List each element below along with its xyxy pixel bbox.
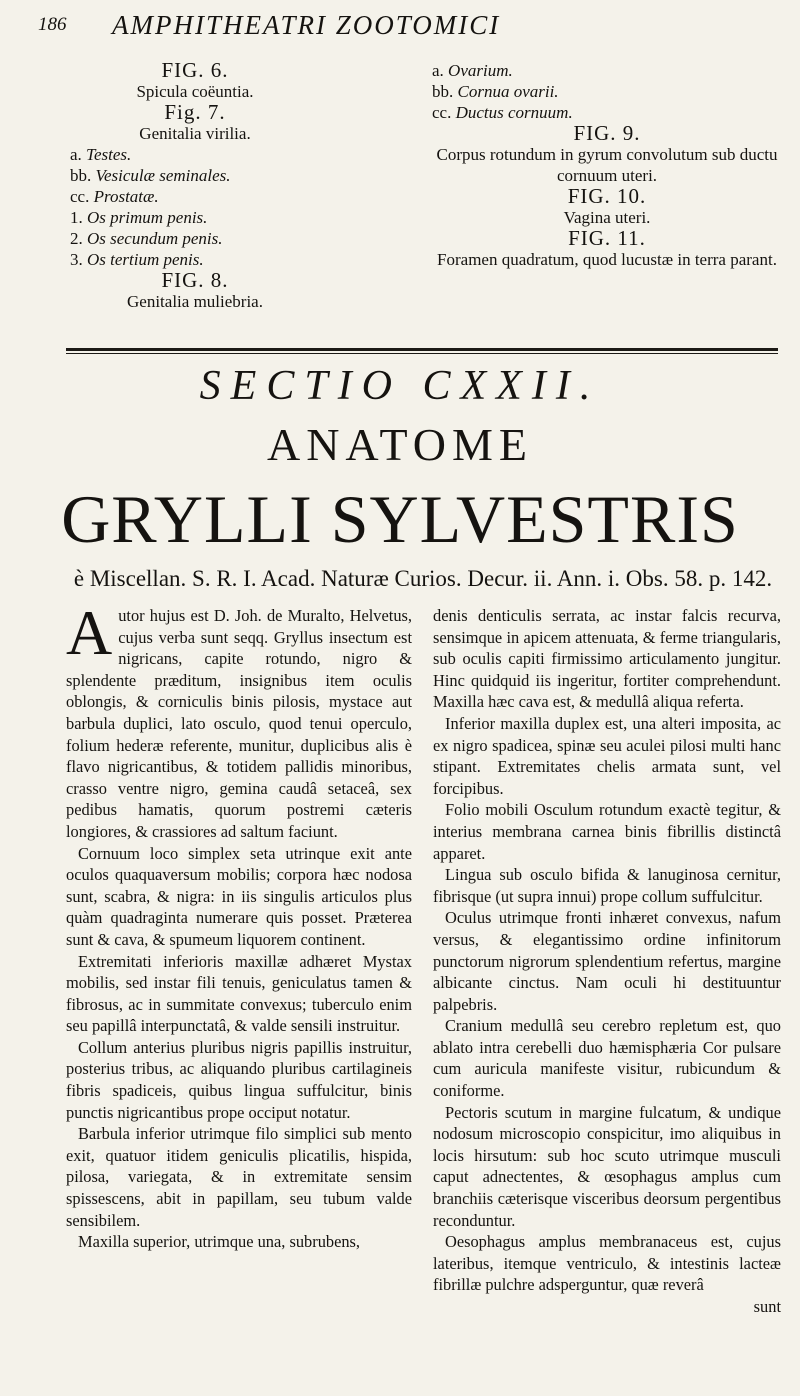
paragraph: Pectoris scutum in margine fulcatum, & undique nodosum microscopio conspicitur, imo aliquibus in locis hirsutum: sub hoc scuto utrimque musculi caput adnectentes, & œsophagus amplus cum branchiis cæterisque visceribus deorsum pergentibus reconduntur.	[433, 1102, 781, 1230]
page-number: 186	[38, 14, 67, 35]
body-column-right	[433, 605, 781, 1318]
legend-item: a. Ovarium.	[432, 61, 513, 80]
fig10-label: FIG. 10.	[567, 184, 647, 208]
paragraph: Cranium medullâ seu cerebro repletum est, quo ablato intra cerebelli duo hæmisphæria Cor pulsare cum auricula manifeste visitur, rubicundum & coniforme.	[433, 1016, 781, 1101]
section-number: SECTIO CXXII.	[199, 363, 601, 409]
fig6-caption: Spicula coëuntia.	[136, 82, 254, 101]
paragraph: Collum anterius pluribus nigris papillis instruitur, posterius tribus, ac aliquando pluribus cartilagineis fibris spadiceis, quibus lingua suffulcitur, binis punctis nigricantibus prope occiput notatur.	[66, 1037, 412, 1122]
running-title: AMPHITHEATRI ZOOTOMICI	[112, 10, 501, 40]
paragraph: Inferior maxilla duplex est, una alteri imposita, ac ex nigro spadicea, spinæ seu aculei pilosi multi hanc stipant. Extremitates chelis armata sunt, vel forcipibus.	[433, 713, 781, 798]
paragraph: Cornuum loco simplex seta utrinque exit ante oculos quaquaversum mobilis; corpora hæc nodosa sunt, scabra, & nigra: in iis singulis articulos plus quàm quadraginta numerare quis posset. Præterea sunt & cava, & spumeum liquorem continent.	[66, 843, 412, 949]
legend-item: 1. Os primum penis.	[70, 208, 208, 227]
paragraph: denis denticulis serrata, ac instar falcis recurva, sensimque in apicem attenuata, & ferme triangularis, sub oculis capiti firmissimo articulamento jungitur. Hinc quidquid iis ingeritur, fortiter comprehendunt. Maxilla hæc cava est, & medullâ aliqua referta.	[433, 606, 781, 712]
paragraph: Autor hujus est D. Joh. de Muralto, Helvetus, cujus verba sunt seqq. Gryllus insectum est nigricans, capite rotundo, nigro & splendente præditum, insignibus item oculis oblongis, & corniculis binis pilosis, mystace aut barbula duplici, lato osculo, quod tenui operculo, folium hederæ referente, munitur, duplicibus alis è flavo nigricantibus, & totidem pallidis minoribus, crasso ventre nigro, gemina caudâ setaceâ, sex pedibus hamatis, quorum postremi cæteris longiores, & crassiores ad saltum faciunt.	[66, 597, 412, 841]
paragraph: Lingua sub osculo bifida & lanuginosa cernitur, fibrisque (ut supra innui) prope collum suffulcitur.	[433, 865, 781, 906]
body-column-left	[66, 597, 412, 1253]
fig10-caption: Vagina uteri.	[563, 208, 651, 227]
section-divider	[66, 348, 778, 351]
legend-item: cc. Ductus cornuum.	[432, 103, 573, 122]
paragraph: Oculus utrimque fronti inhæret convexus, nafum versus, & elegantissimo ordine infinitorum punctorum nigrorum splendentium refertus, margine albicante cinctus. Nam oculi hi destituuntur palpebris.	[433, 908, 781, 1014]
legend-item: 2. Os secundum penis.	[70, 229, 223, 248]
fig9-label: FIG. 9.	[573, 121, 641, 145]
catchword: sunt	[753, 1297, 781, 1316]
fig11-caption: Foramen quadratum, quod lucustæ in terra parant.	[437, 250, 777, 269]
fig6-label: FIG. 6.	[161, 58, 229, 82]
legend-item: cc. Prostatæ.	[70, 187, 159, 206]
source-citation: è Miscellan. S. R. I. Acad. Naturæ Curios. Decur. ii. Ann. i. Obs. 58. p. 142.	[73, 566, 773, 591]
legend-item: a. Testes.	[70, 145, 132, 164]
figure-legend-left	[70, 60, 400, 312]
legend-item: 3. Os tertium penis.	[70, 250, 204, 269]
fig8-label: FIG. 8.	[161, 268, 229, 292]
fig8-caption: Genitalia muliebria.	[127, 292, 263, 311]
legend-item: bb. Cornua ovarii.	[432, 82, 559, 101]
paragraph: Oesophagus amplus membranaceus est, cujus lateribus, itemque ventriculo, & intestinis lacteæ fibrillæ pulchre adsperguntur, quæ reverâ	[433, 1232, 781, 1295]
paragraph: Extremitati inferioris maxillæ adhæret Mystax mobilis, sed instar fili tenuis, geniculatus tamen & fibrosus, ac in summitate convexus; tuberculo enim seu papillâ interpunctatâ, & valde sensili instruitur.	[66, 951, 412, 1036]
paragraph: Folio mobili Osculum rotundum exactè tegitur, & interius membrana carnea binis fibrillis distinctâ apparet.	[433, 800, 781, 863]
fig7-label: Fig. 7.	[164, 100, 226, 124]
paragraph: Barbula inferior utrimque filo simplici sub mento exit, quatuor itidem geniculis plicatilis, hispida, pilosa, variegata, & in extremitate sensim spissescens, abit in papillam, seu tubum valde sensibilem.	[66, 1124, 412, 1230]
fig9-caption: Corpus rotundum in gyrum convolutum sub ductu cornuum uteri.	[436, 145, 778, 185]
section-heading: ANATOME	[266, 419, 534, 470]
fig7-caption: Genitalia virilia.	[139, 124, 251, 143]
drop-cap: A	[66, 597, 113, 668]
fig11-label: FIG. 11.	[568, 226, 646, 250]
section-title: GRYLLI SYLVESTRIS	[61, 481, 739, 557]
figure-legend-right	[432, 60, 782, 270]
section-divider-thin	[66, 353, 778, 354]
page-header	[38, 6, 778, 46]
paragraph: Maxilla superior, utrimque una, subrubens,	[78, 1232, 361, 1252]
legend-item: bb. Vesiculæ seminales.	[70, 166, 231, 185]
